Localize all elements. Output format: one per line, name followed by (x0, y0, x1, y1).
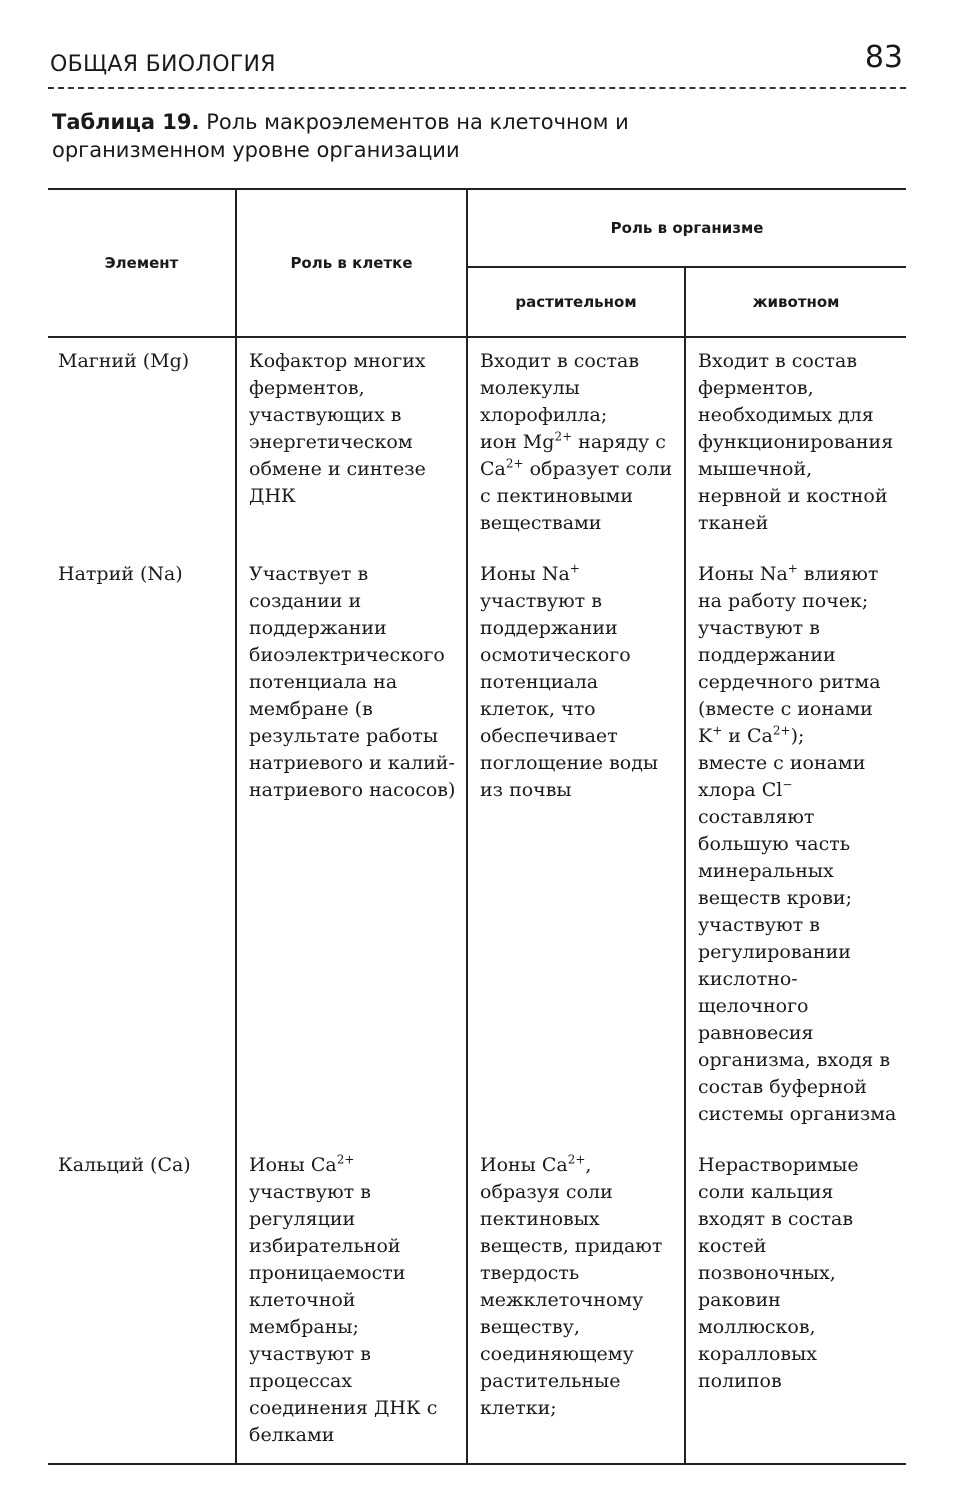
plant-role-cell: Ионы $Ca^{2+}$, образуя соли пектиновых веществ, придают твердость межклеточному веществу, соединяющему растительные клетки; (467, 1142, 685, 1464)
header-rule (48, 87, 906, 89)
header-organism-role: Роль в организме (467, 189, 906, 267)
table-row (48, 1142, 906, 1464)
header-cell-role: Роль в клетке (236, 189, 467, 337)
table-row (48, 551, 906, 1142)
running-head: ОБЩАЯ БИОЛОГИЯ (50, 52, 276, 77)
table-caption-text: Роль макроэлементов на клеточном и организменном уровне организации (52, 110, 629, 162)
animal-role-cell: Ионы Na+ влияют на работу почек; участвуют в поддержании сердечного ритма (вместе с ионами K+ и $Ca^{2+}$); вместе с ионами хлора Cl− составляют большую часть минеральных веществ крови; участвуют в регулировании кислотно-щелочного равновесия организма, входя в состав буферной системы организма (685, 551, 906, 1142)
cell-role-cell: Участвует в создании и поддержании биоэлектрического потенциала на мембране (в результате работы натриевого и калий-натриевого насосов) (236, 551, 467, 1142)
table-row (48, 337, 906, 551)
element-cell: Магний (Mg) (58, 350, 190, 372)
header-element: Элемент (48, 189, 236, 337)
table-caption-label: Таблица 19. (52, 110, 200, 134)
table-caption (52, 108, 752, 164)
cell-role-cell: Кофактор многих ферментов, участвующих в энергетическом обмене и синтезе ДНК (236, 337, 467, 551)
element-cell: Кальций (Ca) (48, 1142, 236, 1464)
header-animal: животном (685, 267, 906, 337)
animal-role-cell: Нерастворимые соли кальция входят в состав костей позвоночных, раковин моллюсков, коралловых полипов (685, 1142, 906, 1464)
element-cell: Натрий (Na) (58, 563, 183, 585)
header-plant: растительном (467, 267, 685, 337)
animal-role-cell: Входит в состав ферментов, необходимых для функционирования мышечной, нервной и костной тканей (685, 337, 906, 551)
macroelements-table (48, 188, 906, 1465)
page-number: 83 (864, 40, 903, 75)
plant-role-cell: Ионы Na+ участвуют в поддержании осмотического потенциала клеток, что обеспечивает поглощение воды из почвы (467, 551, 685, 1142)
plant-role-cell: Входит в состав молекулы хлорофилла; ион $Mg^{2+}$ наряду с $Ca^{2+}$ образует соли с пектиновыми веществами (467, 337, 685, 551)
cell-role-cell: Ионы $Ca^{2+}$ участвуют в регуляции избирательной проницаемости клеточной мембраны; участвуют в процессах соединения ДНК с белками (236, 1142, 467, 1464)
